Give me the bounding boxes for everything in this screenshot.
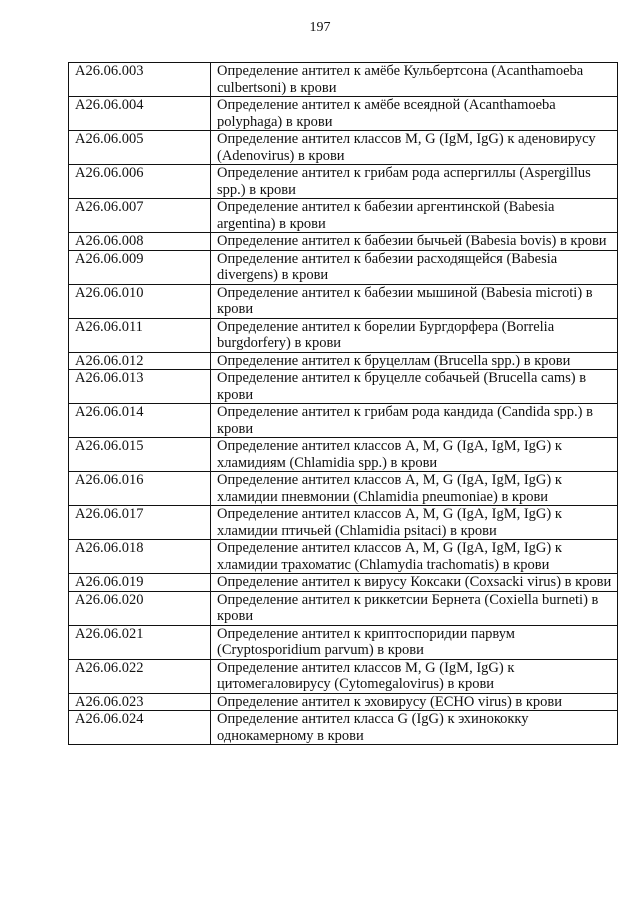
- service-code-cell: A26.06.014: [69, 404, 211, 438]
- service-code-cell: A26.06.019: [69, 574, 211, 592]
- service-code-cell: A26.06.015: [69, 438, 211, 472]
- table-row: [69, 131, 618, 165]
- service-code-cell: A26.06.016: [69, 472, 211, 506]
- table-row: [69, 693, 618, 711]
- service-description-cell: Определение антител к амёбе Кульбертсона (Acanthamoeba culbertsoni) в крови: [211, 63, 618, 97]
- table-row: [69, 591, 618, 625]
- table-row: [69, 438, 618, 472]
- service-description-cell: Определение антител к риккетсии Бернета (Coxiella burneti) в крови: [211, 591, 618, 625]
- table-row: [69, 472, 618, 506]
- table-row: [69, 574, 618, 592]
- service-code-cell: A26.06.021: [69, 625, 211, 659]
- service-description-cell: Определение антител к бабезии аргентинской (Babesia argentina) в крови: [211, 199, 618, 233]
- table-row: [69, 506, 618, 540]
- service-description-cell: Определение антител класса G (IgG) к эхинококку однокамерному в крови: [211, 711, 618, 745]
- service-code-cell: A26.06.009: [69, 250, 211, 284]
- service-code-cell: A26.06.008: [69, 233, 211, 251]
- service-description-cell: Определение антител к вирусу Коксаки (Coxsacki virus) в крови: [211, 574, 618, 592]
- service-description-cell: Определение антител классов A, M, G (IgA, IgM, IgG) к хламидии трахоматис (Chlamydia trachomatis) в крови: [211, 540, 618, 574]
- table-row: [69, 711, 618, 745]
- service-code-cell: A26.06.020: [69, 591, 211, 625]
- table-row: [69, 97, 618, 131]
- service-code-cell: A26.06.007: [69, 199, 211, 233]
- table-row: [69, 233, 618, 251]
- table-row: [69, 370, 618, 404]
- table-row: [69, 659, 618, 693]
- service-code-cell: A26.06.004: [69, 97, 211, 131]
- table-row: [69, 540, 618, 574]
- service-code-cell: A26.06.005: [69, 131, 211, 165]
- service-description-cell: Определение антител к бруцелле собачьей (Brucella cams) в крови: [211, 370, 618, 404]
- service-code-cell: A26.06.012: [69, 352, 211, 370]
- page-number: 197: [309, 20, 331, 35]
- service-description-cell: Определение антител к бруцеллам (Brucella spp.) в крови: [211, 352, 618, 370]
- service-description-cell: Определение антител к криптоспоридии парвум (Cryptosporidium parvum) в крови: [211, 625, 618, 659]
- service-description-cell: Определение антител классов A, M, G (IgA, IgM, IgG) к хламидиям (Chlamidia spp.) в крови: [211, 438, 618, 472]
- service-description-cell: Определение антител к бабезии бычьей (Babesia bovis) в крови: [211, 233, 618, 251]
- table-row: [69, 250, 618, 284]
- service-description-cell: Определение антител классов A, M, G (IgA, IgM, IgG) к хламидии пневмонии (Chlamidia pneumoniae) в крови: [211, 472, 618, 506]
- service-code-cell: A26.06.023: [69, 693, 211, 711]
- service-description-cell: Определение антител к грибам рода кандида (Candida spp.) в крови: [211, 404, 618, 438]
- service-description-cell: Определение антител к бабезии расходящейся (Babesia divergens) в крови: [211, 250, 618, 284]
- service-code-cell: A26.06.013: [69, 370, 211, 404]
- table-row: [69, 318, 618, 352]
- service-code-cell: A26.06.018: [69, 540, 211, 574]
- service-description-cell: Определение антител классов M, G (IgM, IgG) к цитомегаловирусу (Cytomegalovirus) в крови: [211, 659, 618, 693]
- table-row: [69, 199, 618, 233]
- table-row: [69, 352, 618, 370]
- service-code-cell: A26.06.003: [69, 63, 211, 97]
- service-code-cell: A26.06.017: [69, 506, 211, 540]
- service-description-cell: Определение антител к амёбе всеядной (Acanthamoeba polyphaga) в крови: [211, 97, 618, 131]
- service-description-cell: Определение антител классов A, M, G (IgA, IgM, IgG) к хламидии птичьей (Chlamidia psitaci) в крови: [211, 506, 618, 540]
- service-code-cell: A26.06.024: [69, 711, 211, 745]
- service-description-cell: Определение антител к эховирусу (ECHO virus) в крови: [211, 693, 618, 711]
- service-code-cell: A26.06.011: [69, 318, 211, 352]
- service-code-cell: A26.06.010: [69, 284, 211, 318]
- table-row: [69, 63, 618, 97]
- table-row: [69, 625, 618, 659]
- service-code-table: [68, 62, 618, 745]
- service-description-cell: Определение антител к грибам рода аспергиллы (Aspergillus spp.) в крови: [211, 165, 618, 199]
- service-description-cell: Определение антител к борелии Бургдорфера (Borrelia burgdorfery) в крови: [211, 318, 618, 352]
- table-row: [69, 284, 618, 318]
- service-code-cell: A26.06.006: [69, 165, 211, 199]
- service-code-cell: A26.06.022: [69, 659, 211, 693]
- table-row: [69, 404, 618, 438]
- service-description-cell: Определение антител к бабезии мышиной (Babesia microti) в крови: [211, 284, 618, 318]
- table-row: [69, 165, 618, 199]
- service-description-cell: Определение антител классов M, G (IgM, IgG) к аденовирусу (Adenovirus) в крови: [211, 131, 618, 165]
